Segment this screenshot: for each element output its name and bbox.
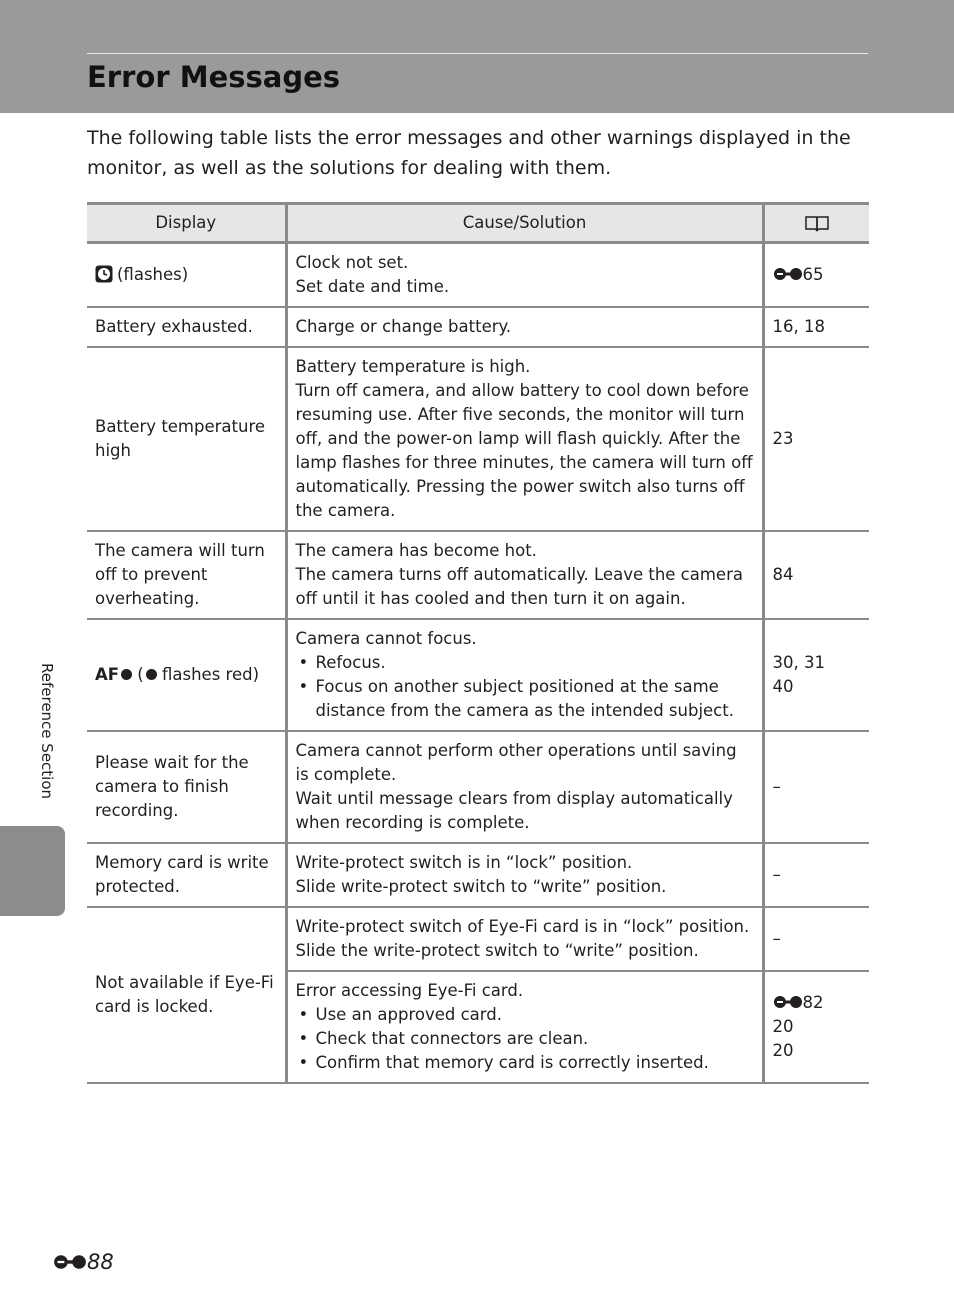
display-cell: Please wait for the camera to finish recording.: [87, 731, 286, 843]
page-title: Error Messages: [87, 60, 341, 94]
cause-line: Turn off camera, and allow battery to cool down before resuming use. After five seconds, the monitor will turn off, and the power-on lamp will flash quickly. After the lamp flashes for three minutes, the camera will turn off automatically. Pressing the power switch also turns off the camera.: [295, 381, 753, 520]
cause-cell: [286, 531, 763, 619]
book-icon: [804, 215, 830, 233]
table-row: [87, 619, 869, 731]
header-page-ref: [763, 204, 869, 243]
cause-line: The camera has become hot.: [295, 541, 537, 560]
reference-section-icon: [773, 267, 803, 281]
table-row: [87, 307, 869, 347]
reference-section-icon: [773, 995, 803, 1009]
display-text: flashes red): [161, 665, 260, 684]
table-row: [87, 843, 869, 907]
table-row: [87, 243, 869, 308]
ref-cell: –: [763, 843, 869, 907]
table-row: [87, 531, 869, 619]
ref-cell: 23: [763, 347, 869, 531]
table-row: [87, 907, 869, 971]
header-cause-solution: Cause/Solution: [286, 204, 763, 243]
table-row: [87, 731, 869, 843]
cause-cell: [286, 307, 763, 347]
list-item: • Use an approved card.: [296, 1003, 754, 1027]
cause-line: Slide the write-protect switch to “write” position.: [295, 941, 699, 960]
page-number-text: 88: [87, 1250, 114, 1274]
cause-line: Camera cannot perform other operations until saving is complete.: [295, 741, 737, 784]
page-number: [53, 1250, 114, 1274]
display-text: (flashes): [117, 265, 189, 284]
cause-line: Write-protect switch of Eye-Fi card is in “lock” position.: [295, 917, 750, 936]
ref-line: 40: [772, 677, 794, 696]
cause-line: Error accessing Eye-Fi card.: [295, 981, 524, 1000]
list-item: • Confirm that memory card is correctly inserted.: [296, 1051, 754, 1075]
ref-cell: [763, 243, 869, 308]
error-messages-table: [87, 202, 869, 1084]
side-section-tab: [0, 826, 65, 916]
af-icon: AF: [95, 665, 120, 684]
display-cell: AF ( flashes red): [87, 619, 286, 731]
ref-cell: 84: [763, 531, 869, 619]
display-cell: The camera will turn off to prevent overheating.: [87, 531, 286, 619]
display-cell: Memory card is write protected.: [87, 843, 286, 907]
bullet-list: [296, 1003, 754, 1075]
clock-icon: [95, 265, 113, 283]
ref-line: 20: [772, 1017, 794, 1036]
cause-cell: [286, 907, 763, 971]
header-display: Display: [87, 204, 286, 243]
list-item: • Focus on another subject positioned at the same distance from the camera as the intended subject.: [296, 675, 754, 723]
intro-paragraph: The following table lists the error messages and other warnings displayed in the monitor, as well as the solutions for dealing with them.: [87, 127, 851, 179]
cause-line: Camera cannot focus.: [295, 629, 477, 648]
header-rule: [87, 53, 868, 54]
list-item: • Check that connectors are clean.: [296, 1027, 754, 1051]
cause-line: Write-protect switch is in “lock” position.: [295, 853, 633, 872]
table-row: [87, 347, 869, 531]
ref-cell: [763, 971, 869, 1083]
ref-cell: –: [763, 907, 869, 971]
ref-line: [773, 991, 862, 1015]
ref-line: 30, 31: [772, 653, 825, 672]
page-header-band: [0, 0, 954, 113]
cause-line: The camera turns off automatically. Leave the camera off until it has cooled and then turn it on again.: [295, 565, 743, 608]
ref-cell: [763, 619, 869, 731]
ref-cell: 16, 18: [763, 307, 869, 347]
display-cell: Battery exhausted.: [87, 307, 286, 347]
list-item: • Refocus.: [296, 651, 754, 675]
bullet-list: [296, 651, 754, 723]
cause-line: Charge or change battery.: [295, 317, 512, 336]
cause-cell: [286, 843, 763, 907]
reference-section-icon: [53, 1254, 87, 1270]
focus-dot-icon: [146, 669, 157, 680]
cause-line: Set date and time.: [295, 277, 450, 296]
cause-cell: [286, 243, 763, 308]
cause-cell: [286, 971, 763, 1083]
cause-cell: [286, 347, 763, 531]
side-section-label: Reference Section: [38, 663, 56, 800]
ref-cell: –: [763, 731, 869, 843]
cause-line: Slide write-protect switch to “write” position.: [295, 877, 667, 896]
cause-line: Battery temperature is high.: [295, 357, 531, 376]
table-header-row: [87, 204, 869, 243]
display-cell: Not available if Eye-Fi card is locked.: [87, 907, 286, 1083]
ref-text: 82: [802, 993, 824, 1012]
ref-text: 65: [802, 265, 824, 284]
display-cell: Battery temperature high: [87, 347, 286, 531]
ref-line: 20: [772, 1041, 794, 1060]
display-cell: [87, 243, 286, 308]
cause-line: Clock not set.: [295, 253, 409, 272]
focus-dot-icon: [121, 669, 132, 680]
cause-cell: [286, 619, 763, 731]
cause-line: Wait until message clears from display automatically when recording is complete.: [295, 789, 733, 832]
cause-cell: [286, 731, 763, 843]
